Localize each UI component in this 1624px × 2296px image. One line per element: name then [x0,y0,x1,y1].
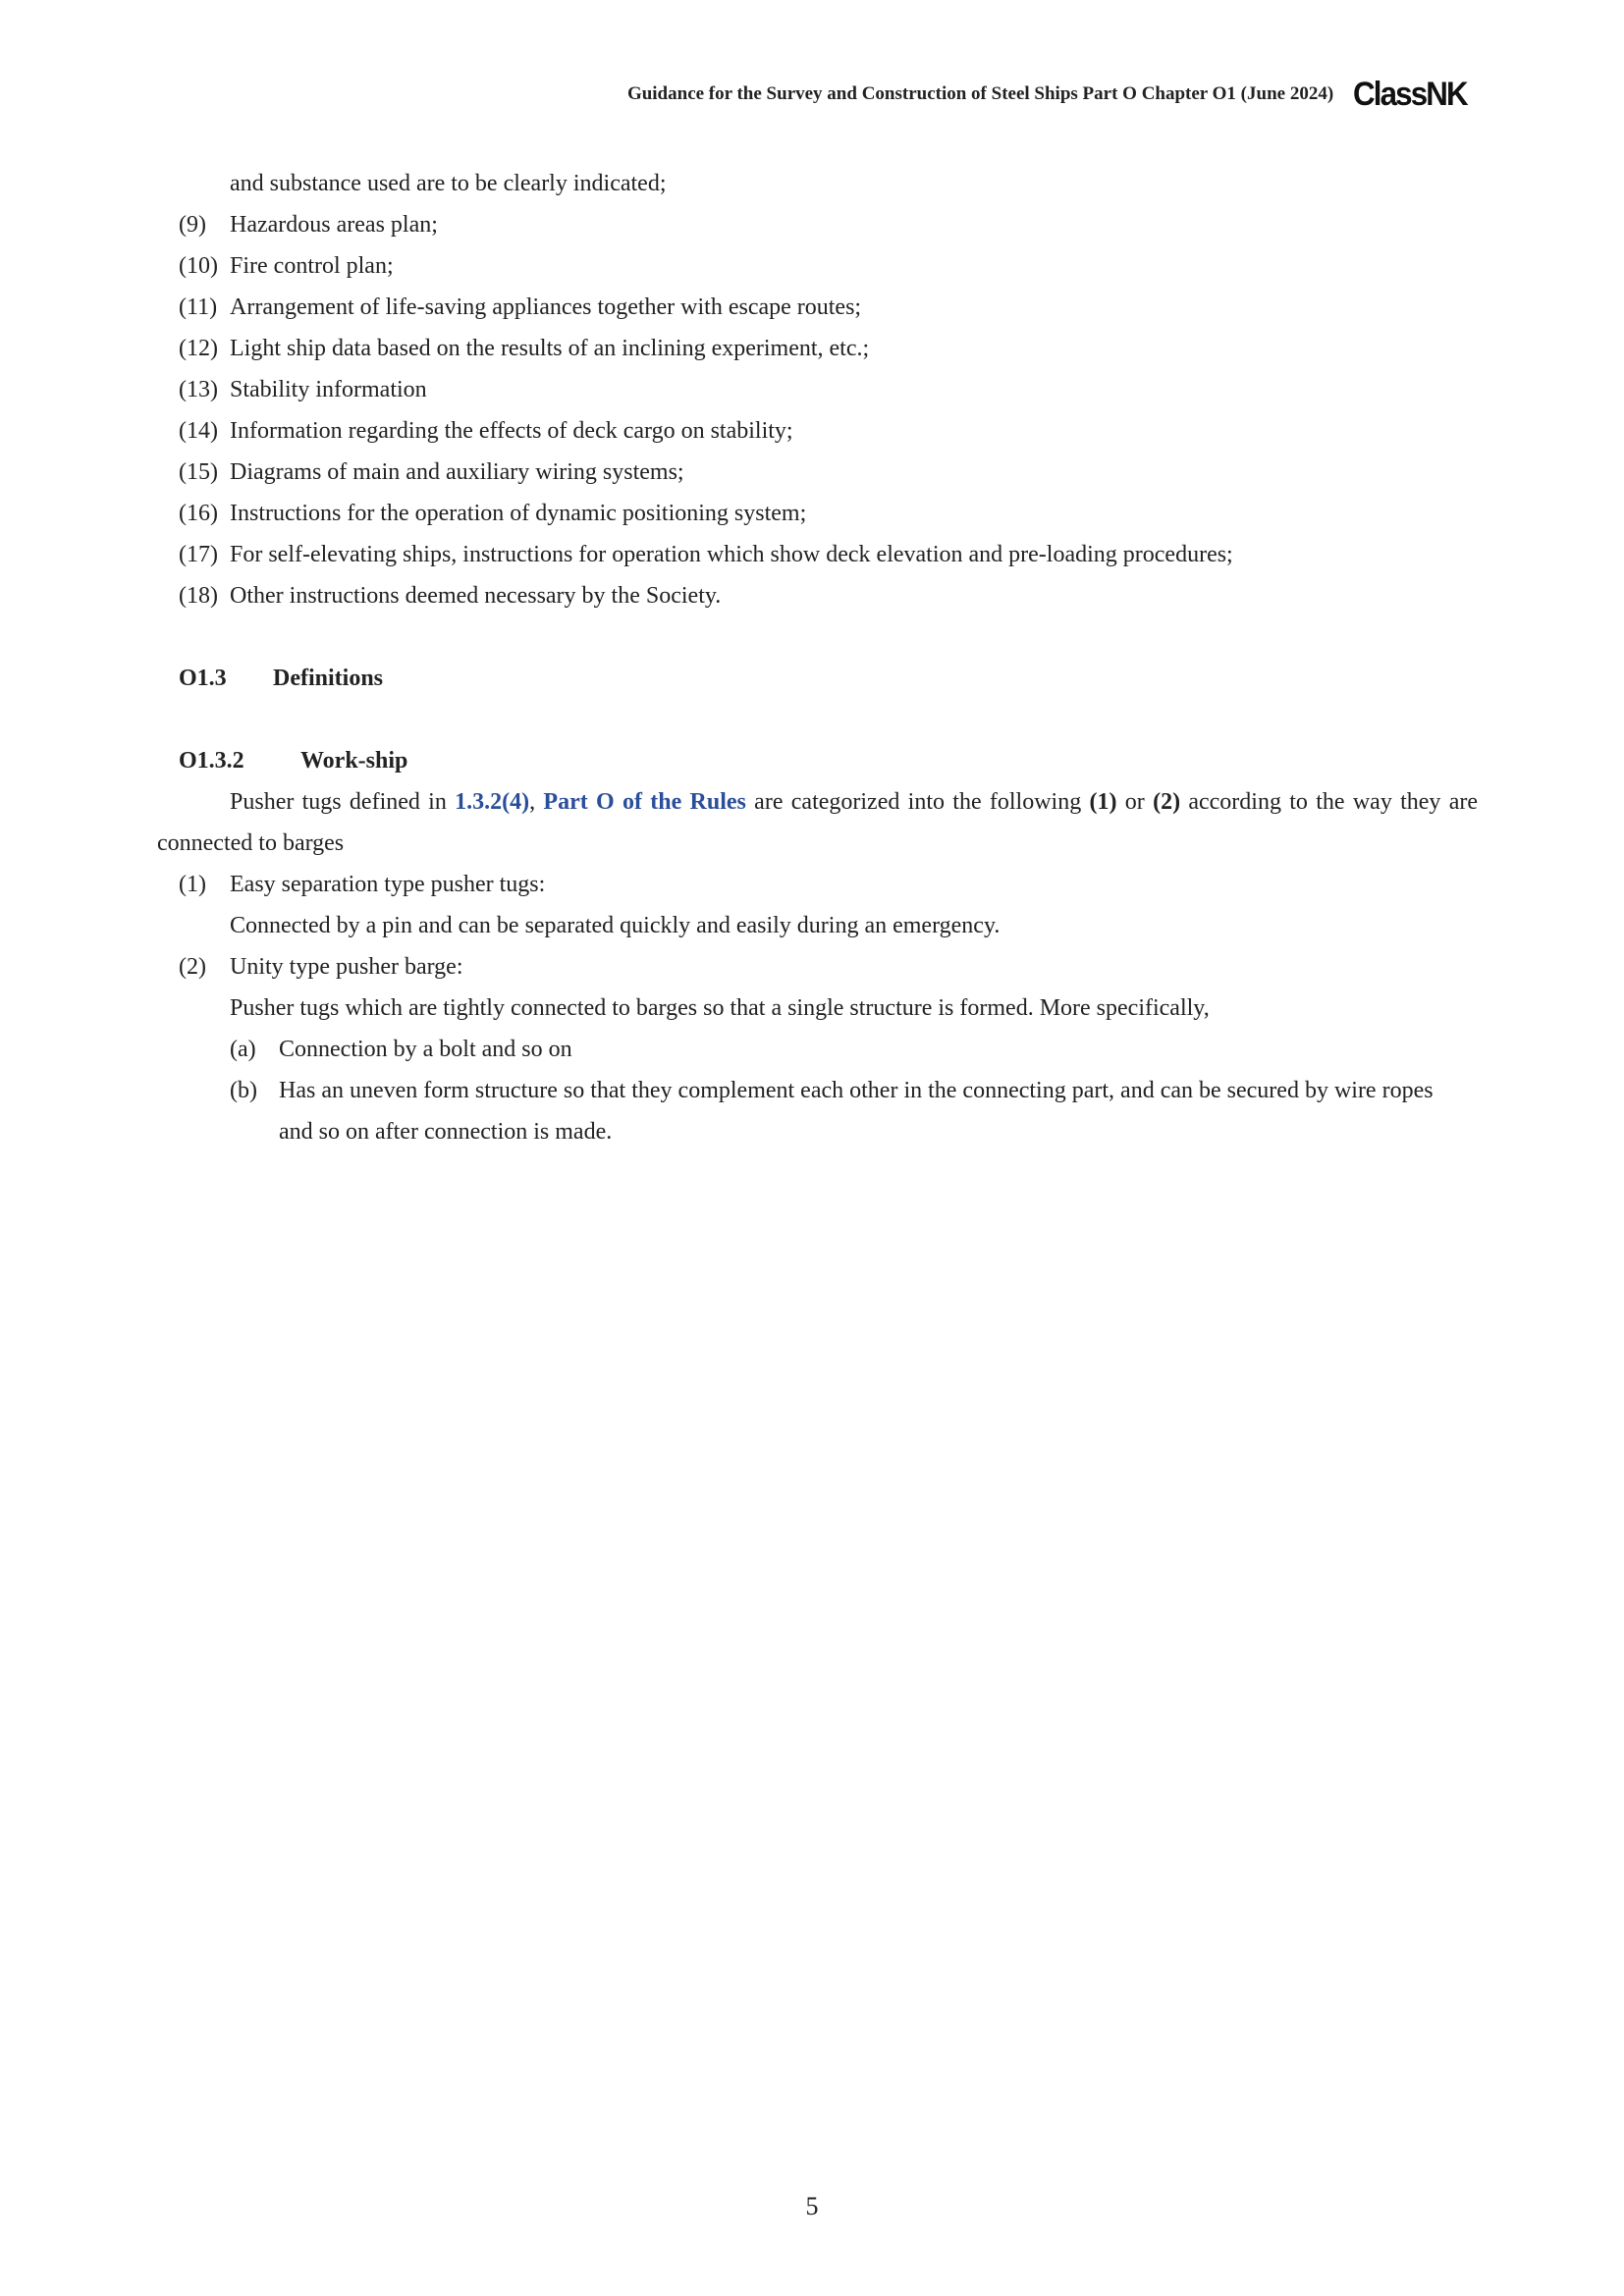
page-header [627,75,1477,114]
definition-paragraph: Pusher tugs defined in 1.3.2(4), Part O of the Rules are categorized into the following (1) or (2) according to the way they are connected to barges [157,789,1479,856]
part-o-rules-link[interactable]: Part O of the Rules [543,789,746,815]
list-continuation: and substance used are to be clearly indicated; [230,171,667,196]
list-item: (13) Stability information [179,377,427,402]
list-item: (12) Light ship data based on the results of an inclining experiment, etc.; [179,336,870,361]
header-title: Guidance for the Survey and Construction of Steel Ships Part O Chapter O1 (June 2024) [626,83,1334,104]
subsection-title: Work-ship [300,748,408,774]
classnk-logo: ClassNK [1353,75,1467,113]
list-item: (10) Fire control plan; [179,253,394,279]
type-item: (1) Easy separation type pusher tugs: [179,872,546,897]
section-heading [157,658,1478,699]
list-item: (17) For self-elevating ships, instructions for operation which show deck elevation and pre-loading procedures; [179,542,1233,567]
sub-item: (b) Has an uneven form structure so that they complement each other in the connecting part, and can be secured by wire ropes [230,1078,1434,1103]
subsection-heading [157,740,1478,781]
page-content [157,163,1478,1152]
sub-item: (a) Connection by a bolt and so on [230,1037,572,1062]
page-number: 5 [805,2192,819,2220]
rule-reference-link[interactable]: 1.3.2(4) [455,789,530,815]
section-title: Definitions [273,666,384,691]
list-item: (16) Instructions for the operation of dynamic positioning system; [179,501,807,526]
sub-item-continuation: and so on after connection is made. [279,1119,613,1145]
section-number: O1.3 [179,666,227,691]
list-item: (18) Other instructions deemed necessary by the Society. [179,583,722,609]
subsection-number: O1.3.2 [179,748,244,774]
list-item: (14) Information regarding the effects of deck cargo on stability; [179,418,793,444]
list-item: (9) Hazardous areas plan; [179,212,438,238]
type-item: (2) Unity type pusher barge: [179,954,463,980]
type-description: Pusher tugs which are tightly connected to barges so that a single structure is formed. More specifically, [230,995,1210,1021]
type-description: Connected by a pin and can be separated quickly and easily during an emergency. [230,913,1001,938]
list-item: (11) Arrangement of life-saving appliances together with escape routes; [179,294,862,320]
list-item: (15) Diagrams of main and auxiliary wiring systems; [179,459,684,485]
